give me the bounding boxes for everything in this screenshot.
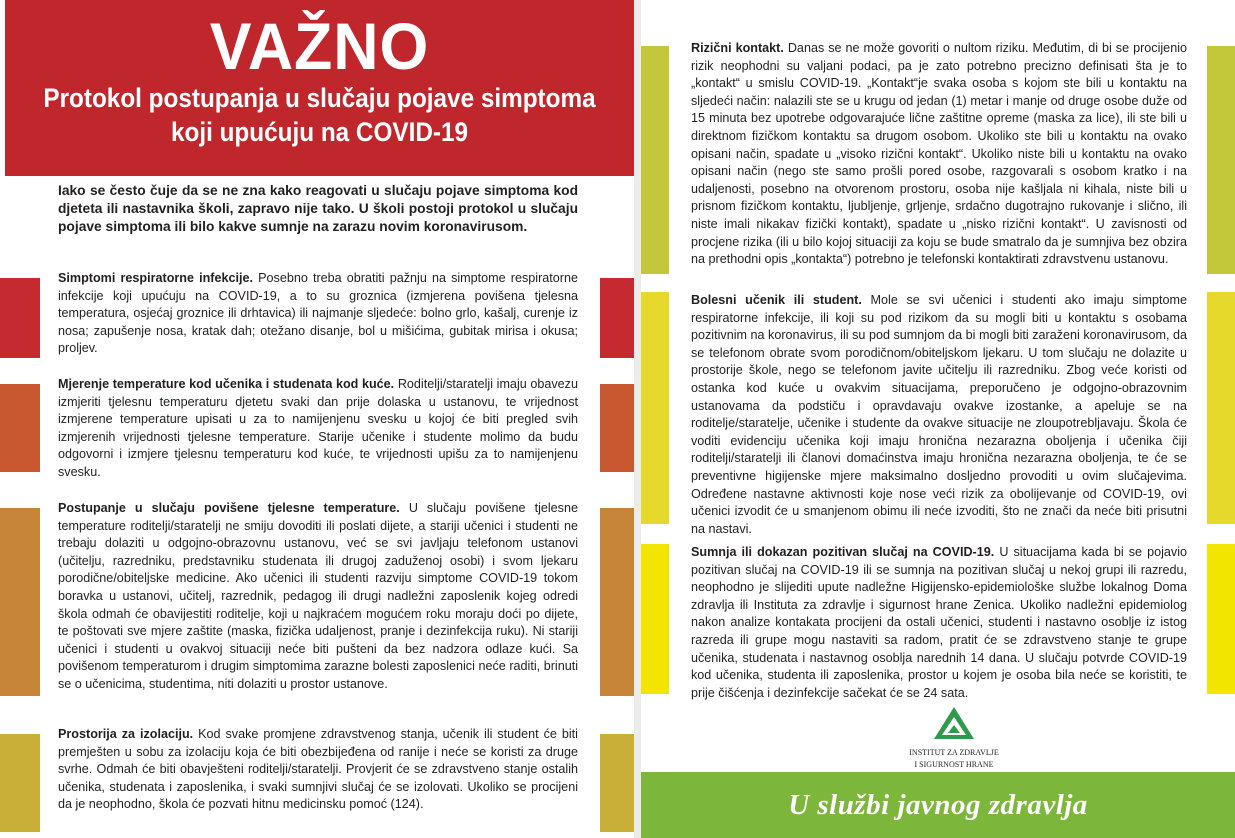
section-temperature-measuring: [58, 376, 578, 482]
section-text: Mole se svi učenici i studenti ako imaju simptome respiratorne infekcije, ili koji su pod rizikom da su mogli biti u kontaktu s osobama pozitivnim na koronavirus, ili su pod sumnjom da bi mogli biti zaraženi koronavirusom, da se telefonom obrate svom porodičnom/obiteljskom ljekaru. U tom slučaju ne dolazite u prostorije škole, nego se telefonom javite učitelju ili razredniku. Zbog veće koristi od ostanka kod kuće u ovakvim situacijama, preporučeno je odgojno-obrazovnim ustanovama da podstiču i opravdavaju ovakve izostanke, a apeluje se na roditelje/staratelje, učenike i studente da ovakve situacije ne zloupotrebljavaju. Škola će voditi evidenciju učenika koji imaju hronična nezarazna oboljenja i učenika čiji roditelji/staratelji ili članovi domaćinstva imaju hronična nezarazna oboljenja, te će se preventivne higijenske mjere maksimalno dosljedno provoditi u ovim slučajevima. Određene nastavne aktivnosti koje nose veći rizik za obolijevanje od COVID-19, ovi učenici izvodit će u smanjenom obimu ili neće izvoditi, što ne znači da neće biti prisutni na nastavi.: [691, 293, 1187, 536]
section-elevated-temperature: [58, 500, 578, 694]
section-heading: Sumnja ili dokazan pozitivan slučaj na COVID-19.: [691, 545, 995, 559]
section-isolation-room: [58, 726, 578, 814]
color-bar-right: [600, 734, 634, 832]
color-bar-right: [1207, 292, 1235, 524]
footer-banner: [641, 772, 1235, 838]
section-heading: Prostorija za izolaciju.: [58, 727, 194, 741]
color-bar-left: [0, 278, 40, 358]
section-text: Roditelji/staratelji imaju obavezu izmjeriti tjelesnu temperaturu djetetu svaki dan prije dolaska u ustanovu, te vrijednost izmjerene temperature upisati u za to namijenjenu svesku u kojoj će biti pregled svih izmjerenih vrijednosti tjelesne temperature. Starije učenike i studente molimo da budu odgovorni i izmjere tjelesnu temperaturu kod kuće, te vrijednosti upišu za to namijenjenu svesku.: [58, 377, 578, 479]
section-text: U situacijama kada bi se pojavio pozitivan slučaj na COVID-19 ili se sumnja na pozitivan slučaj u nekoj grupi ili razredu, neophodno je slijediti upute nadležne Higijensko-epidemiološke službe lokalnog Doma zdravlja ili Instituta za zdravlje i sigurnost hrane Zenica. Ukoliko nadležni epidemiolog nakon analize kontakata procijeni da ostali učenici, studenti i nastavno osoblje iz istog razreda ili grupe mogu nastaviti sa radom, pratit će se zdravstveno stanje te grupe učenika, studenata i nastavnog osoblja narednih 14 dana. U slučaju potvrde COVID-19 kod učenika, studenta ili zaposlenika, prostor u kojem je osoba bila neće se koristiti, te prije čišćenja i dezinfekcije sačekat će se 24 sata.: [691, 545, 1187, 700]
section-heading: Mjerenje temperature kod učenika i studenata kod kuće.: [58, 377, 395, 391]
intro-paragraph: Iako se često čuje da se ne zna kako reagovati u slučaju pojave simptoma kod djeteta ili nastavnika školi, zapravo nije tako. U školi postoji protokol u slučaju pojave simptoma ili bilo kakve sumnje na zarazu novim koronavirusom.: [58, 183, 578, 234]
color-bar-right: [600, 384, 634, 472]
right-page: [641, 0, 1235, 838]
subtitle-line-2: koji upućuju na COVID-19: [170, 117, 469, 147]
page-title: VAŽNO: [209, 9, 430, 83]
color-bar-left: [641, 46, 669, 274]
section-heading: Rizični kontakt.: [691, 41, 784, 55]
section-heading: Bolesni učenik ili student.: [691, 293, 862, 307]
section-positive-case: [691, 544, 1187, 702]
color-bar-left: [0, 734, 40, 832]
section-heading: Postupanje u slučaju povišene tjelesne temperature.: [58, 501, 400, 515]
color-bar-right: [1207, 46, 1235, 274]
color-bar-right: [1207, 544, 1235, 694]
section-text: U slučaju povišene tjelesne temperature roditelji/staratelji ne smiju dovoditi ili poslati dijete, a stariji učenici i studenti ne trebaju dolaziti u odgojno-obrazovnu ustanovu, već se svi javljaju telefonom ustanovi (učitelju, razredniku, predstavniku studenata ili drugoj zaduženoj osobi) i svom ljekaru porodične/obiteljske medicine. Ako učenici ili studenti razviju simptome COVID-19 tokom boravka u ustanovi, učitelj, razrednik, pedagog ili drugi nadležni zaposlenik kojeg odredi škola odmah će obavijestiti roditelje, koji u najkraćem mogućem roku moraju doći po dijete, te poštovati sve mjere zaštite (maska, fizička udaljenost, pranje i dezinfekcija ruku). Ni stariji učenici i studenti u ovakvoj situaciji neće biti pušteni da bez nadzora odlaze kući. Sa povišenom temperaturom i drugim simptomima zarazne bolesti zaposlenici neće raditi, brinuti se o učenicima, studentima, niti dolaziti u prostor ustanove.: [58, 501, 578, 691]
section-respiratory: [58, 270, 578, 358]
subtitle-line-1: Protokol postupanja u slučaju pojave simptoma: [43, 83, 596, 113]
logo-text-line-1: INSTITUT ZA ZDRAVLJE: [909, 748, 999, 757]
section-text: Kod svake promjene zdravstvenog stanja, učenik ili student će biti premješten u sobu za izolaciju koja će biti obezbijeđena od ranije i neće se koristi za druge svrhe. Odmah će biti obavješteni roditelji/staratelji. Provjerit će se zdravstveno stanje ostalih učenika, studenata i zaposlenika, i svaki sumnjivi slučaj će se izolovati. Ukoliko se procijeni da je neophodno, škola će pozvati hitnu medicinsku pomoć (124).: [58, 727, 578, 812]
section-text: Posebno treba obratiti pažnju na simptome respiratorne infekcije koji upućuju na COVID-19, a to su groznica (izmjerena povišena tjelesna temperatura, osjećaj groznice ili drhtavica) ili najmanje sljedeće: bolno grlo, kašalj, curenje iz nosa; zapušenje nosa, kratak dah; otežano disanje, bol u mišićima, gubitak mirisa i okusa; proljev.: [58, 271, 578, 356]
page-gutter: [634, 0, 641, 838]
section-risk-contact: [691, 40, 1187, 269]
color-bar-left: [641, 544, 669, 694]
section-sick-student: [691, 292, 1187, 538]
section-heading: Simptomi respiratorne infekcije.: [58, 271, 254, 285]
color-bar-left: [0, 508, 40, 696]
institute-logo: [899, 705, 1009, 770]
color-bar-right: [600, 508, 634, 696]
footer-slogan: U službi javnog zdravlja: [788, 789, 1088, 821]
color-bar-right: [600, 278, 634, 358]
color-bar-left: [641, 292, 669, 524]
logo-text-line-2: I SIGURNOST HRANE: [914, 760, 994, 769]
header-banner: [5, 0, 634, 176]
triangle-logo-icon: [932, 705, 976, 741]
color-bar-left: [0, 384, 40, 472]
section-text: Danas se ne može govoriti o nultom riziku. Međutim, di bi se procijenio rizik neophodni su valjani podaci, pa je zato potrebno precizno definisati šta je to „kontakt“ u smislu COVID-19. „Kontakt“je svaka osoba s kojom ste bili u kontaktu na sljedeći način: nalazili ste se u krugu od jedan (1) metar i manje od druge osobe duže od 15 minuta bez upotrebe odgovarajuće lične zaštitne opreme (maska za lice), ili ste bili u direktnom fizičkom kontaktu sa drugom osobom. Ukoliko ste bili u kontaktu na ovako opisani način, spadate u „visoko rizični kontakt“. Ukoliko niste bili u kontaktu na ovako opisani način (nego ste samo prošli pored osobe, razgovarali s osobom kratko i na udaljenosti, posebno na otvorenom prostoru, osoba nije kašljala ni kihala, niste bili u prisnom fizičkom kontaktu, ljubljenje, grljenje, srdačno dugotrajno rukovanje i slično, ili niste imali nikakav fizički kontakt), spadate u „nisko rizični kontakt“. U zavisnosti od procjene rizika (ili u bilo kojoj situaciji za koju se bude smatralo da je sumnjiva bez obzira na prethodni opis „kontakta“) potrebno je telefonski kontaktirati zdravstvenu ustanovu.: [691, 41, 1187, 267]
